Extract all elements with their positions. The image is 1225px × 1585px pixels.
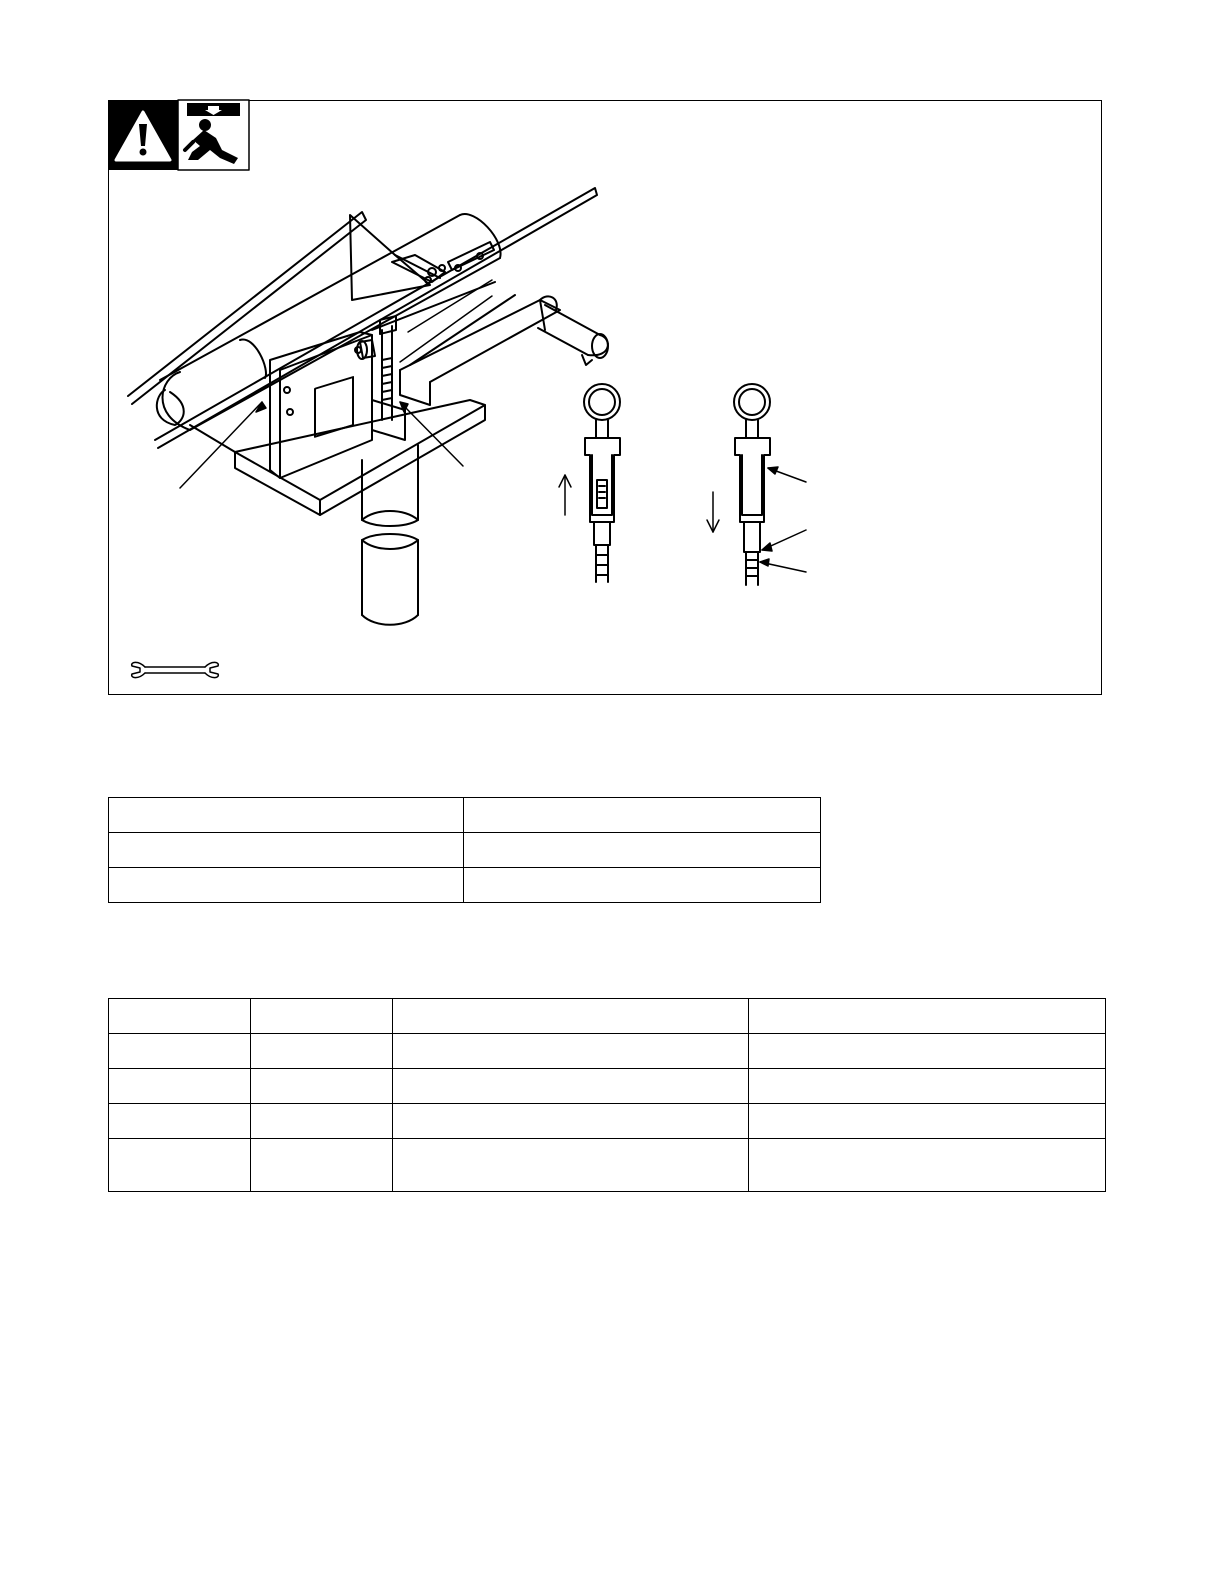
table-row	[109, 999, 1106, 1034]
table-cell	[749, 999, 1106, 1034]
table-cell	[251, 999, 393, 1034]
assembly-illustration	[0, 0, 1225, 700]
table-cell	[393, 999, 749, 1034]
table-row	[109, 1139, 1106, 1192]
table-cell	[109, 798, 464, 833]
table-row	[109, 1104, 1106, 1139]
table-cell	[109, 833, 464, 868]
wrench-icon	[132, 662, 219, 677]
specification-table	[108, 797, 821, 903]
table-cell	[393, 1069, 749, 1104]
table-cell	[109, 1069, 251, 1104]
table-cell	[749, 1104, 1106, 1139]
callout-leaders	[180, 280, 492, 488]
arrow-up-icon	[559, 475, 571, 515]
table-cell	[749, 1139, 1106, 1192]
table-cell	[251, 1069, 393, 1104]
warning-triangle-icon	[108, 100, 178, 170]
table-cell	[109, 1034, 251, 1069]
table-cell	[109, 1139, 251, 1192]
table-row	[109, 868, 821, 903]
table-cell	[109, 1104, 251, 1139]
table-cell	[464, 868, 821, 903]
table-cell	[251, 1034, 393, 1069]
parts-list-table	[108, 998, 1106, 1192]
detail-callout-leaders	[760, 467, 806, 572]
falling-object-hazard-icon	[178, 100, 249, 170]
table-cell	[251, 1139, 393, 1192]
table-cell	[464, 833, 821, 868]
table-cell	[464, 798, 821, 833]
table-row	[109, 798, 821, 833]
table-cell	[749, 1069, 1106, 1104]
table-cell	[393, 1104, 749, 1139]
arrow-down-icon	[707, 492, 719, 532]
table-row	[109, 1069, 1106, 1104]
table-row	[109, 833, 821, 868]
table-row	[109, 1034, 1106, 1069]
detail-view-lowered	[734, 384, 770, 585]
table-cell	[393, 1034, 749, 1069]
table-cell	[393, 1139, 749, 1192]
welder-boom-assembly	[128, 188, 608, 625]
table-cell	[109, 868, 464, 903]
table-cell	[251, 1104, 393, 1139]
table-cell	[109, 999, 251, 1034]
detail-view-raised	[584, 384, 620, 582]
table-cell	[749, 1034, 1106, 1069]
